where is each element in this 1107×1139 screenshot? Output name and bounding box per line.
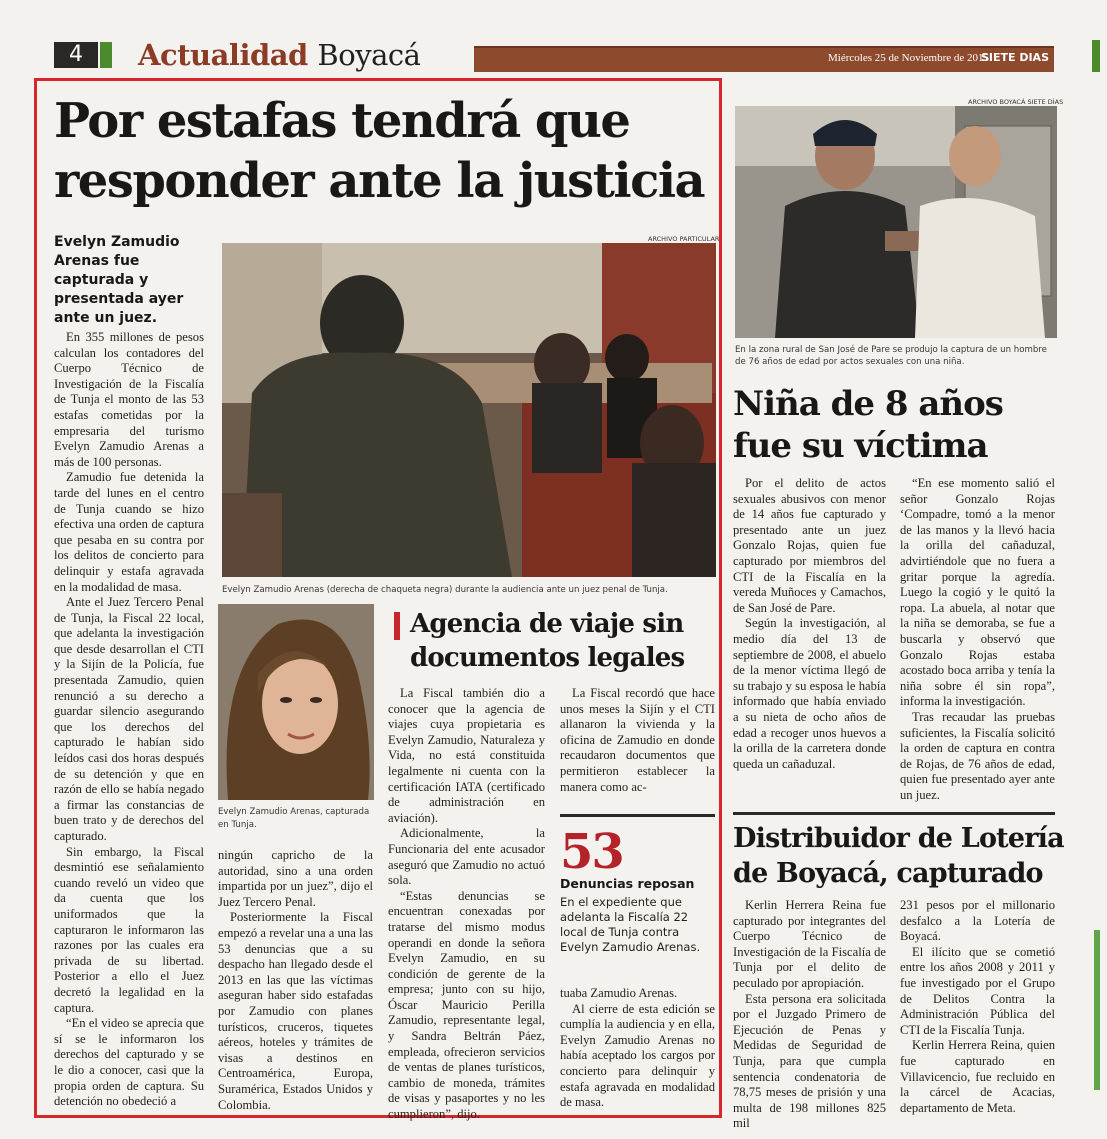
paragraph: La Fiscal también dio a conocer que la agencia de viajes cuya propietaria es Evelyn Zamudio, Naturaleza y Vida, no está constituida legalmente ni cuenta con la certificación IATA (certificado de administración en aviación).	[388, 686, 545, 825]
section-region: Boyacá	[317, 38, 421, 72]
paragraph: Adicionalmente, la Funcionaria del ente acusador aseguró que Zamudio no actuó sola.	[388, 826, 545, 888]
section-name: Actualidad	[138, 38, 308, 72]
paragraph: 231 pesos por el millonario desfalco a la Lotería de Boyacá.	[900, 898, 1055, 944]
paragraph: Kerlin Herrera Reina, quien fue capturado en Villavicencio, fue recluido en la cárcel de Acacias, departamento de Meta.	[900, 1038, 1055, 1115]
paragraph: “En ese momento salió el señor Gonzalo Rojas ‘Compadre, tomó a la menor de las manos y la llevó hacia la orilla del cañaduzal, advirtiéndole que no fuera a gritar porque la agredía. Luego la cogió y le quitó la ropa. La abuela, al notar que la niña se demoraba, se fue a buscarla y observó que Gonzalo Rojas estaba acostado boca arriba y tenía la niña sobre él sin ropa”, informa la investigación.	[900, 476, 1055, 709]
paragraph: Por el delito de actos sexuales abusivos con menor de 14 años fue capturado y presentado ante un juez Gonzalo Rojas, quien fue capturado por miembros del CTI de la Fiscalía en la vereda Muñoces y Camachos, de San José de Pare.	[733, 476, 886, 615]
side1-column-1	[733, 476, 886, 772]
paragraph: tuaba Zamudio Arenas.	[560, 986, 678, 1000]
page-number: 4	[54, 42, 98, 68]
side-photo-credit: ARCHIVO BOYACÁ SIETE DÍAS	[968, 98, 1064, 106]
edition-date: Miércoles 25 de Noviembre de 2015	[828, 52, 989, 64]
edge-accent	[1094, 930, 1100, 1090]
side2-column-2	[900, 898, 1055, 1116]
newspaper-brand: SIETE DIAS	[980, 51, 1049, 64]
subhead-marker	[394, 612, 400, 640]
side2-divider	[733, 812, 1055, 815]
side2-headline-line2: de Boyacá, capturado	[733, 858, 1043, 889]
subhead-line1: Agencia de viaje sin	[410, 609, 684, 639]
side1-headline-line2: fue su víctima	[733, 426, 988, 466]
paragraph: Zamudio fue detenida la tarde del lunes en el centro de Tunja cuando se hizo efectiva una orden de captura que pesaba en su contra por los delitos de concierto para delinquir y estafa agravada en la modalidad de masa.	[54, 470, 204, 594]
paragraph: Kerlin Herrera Reina fue capturado por integrantes del Cuerpo Técnico de Investigación de la Fiscalía de Tunja por el delito de peculado por apropiación.	[733, 898, 886, 990]
courtroom-photo	[222, 243, 716, 577]
portrait-photo	[218, 604, 374, 800]
main-column-2	[218, 848, 373, 1113]
side1-headline-line1: Niña de 8 años	[733, 384, 1003, 424]
paragraph: Ante el Juez Tercero Penal de Tunja, la Fiscal 22 local, que adelanta la investigación que desde desarrollan el CTI y la Sijín de la Policía, fue presentada Zamudio, quien renunció a su derecho a guardar silencio asegurando que los derechos del capturado le habían sido leídos casi dos horas después de su detención y que en razón de ello se había negado a firmar las constancias de buen trato y de derechos del capturado.	[54, 595, 204, 843]
main-column-4-bottom	[560, 986, 715, 1111]
page-number-accent	[100, 42, 112, 68]
paragraph: Según la investigación, al medio día del 13 de septiembre de 2008, el abuelo de la menor víctima llegó de su trabajo y su esposa le había informado que había enviado a su nieta de ocho años de edad a recoger unos huevos a la orilla de la carretera donde queda un cañaduzal.	[733, 616, 886, 771]
paragraph: La Fiscal recordó que hace unos meses la Sijín y el CTI allanaron la vivienda y la oficina de Zamudio en donde recaudaron documentos que permitieron establecer la manera como ac-	[560, 686, 715, 794]
paragraph: El ilícito que se cometió entre los años 2008 y 2011 y fue investigado por el Grupo de Delitos Contra la Administración Pública del CTI de la Fiscalía Tunja.	[900, 944, 1055, 1037]
paragraph: Tras recaudar las pruebas suficientes, la Fiscalía solicitó la orden de captura en contra de Rojas, de 76 años de edad, quien fue presentado ayer ante un juez.	[900, 709, 1055, 802]
side1-column-2	[900, 476, 1055, 803]
paragraph: ningún capricho de la autoridad, sino a una orden impartida por un juez”, dijo el Juez Tercero Penal.	[218, 848, 373, 909]
paragraph: Posteriormente la Fiscal empezó a revelar una a una las 53 denuncias que a su despacho han llegado desde el 2013 en las que las víctimas aseguran haber sido estafadas por Zamudio con planes turísticos, cruceros, tiquetes aéreos, hoteles y trámites de visas a destinos en Centroamérica, Europa, Suramérica, Estados Unidos y Colombia.	[218, 910, 373, 1112]
paragraph: Sin embargo, la Fiscal desmintió ese señalamiento cuando reveló un video que da cuenta que los uniformados que la capturaron le informaron las razones por las cuales era privada de su libertad. Posterior a ello el Juez decretó la legalidad en la captura.	[54, 844, 204, 1015]
stat-label: Denuncias reposan	[560, 876, 695, 891]
main-column-4-top	[560, 686, 715, 795]
side2-column-1	[733, 898, 886, 1132]
main-headline-line1: Por estafas tendrá que	[54, 93, 630, 149]
section-title	[138, 38, 420, 72]
paragraph: “En el video se aprecia que sí se le informaron los derechos del capturado y se le dio a conocer, casi que la propia orden de captura. Su detención no obedeció a	[54, 1016, 204, 1109]
paragraph: Esta persona era solicitada por el Juzgado Primero de Ejecución de Penas y Medidas de Seguridad de Tunja, para que cumpla sentencia condenatoria de 78,75 meses de prisión y una multa de 198 millones 825 mil	[733, 991, 886, 1131]
paragraph: En 355 millones de pesos calculan los contadores del Cuerpo Técnico de Investigación de la Fiscalía de Tunja el monto de las 53 estafas cometidas por la empresaria del turismo Evelyn Zamudio Arenas a más de 100 personas.	[54, 330, 204, 469]
paragraph: Al cierre de esta edición se cumplía la audiencia y en ella, Evelyn Zamudio Arenas no había aceptado los cargos por concierto para delinquir y estafa agravada en modalidad de masa.	[560, 1001, 715, 1110]
portrait-caption: Evelyn Zamudio Arenas, capturada en Tunja.	[218, 807, 370, 830]
main-photo-caption: Evelyn Zamudio Arenas (derecha de chaqueta negra) durante la audiencia ante un juez penal de Tunja.	[222, 585, 668, 595]
stat-description: En el expediente que adelanta la Fiscalía 22 local de Tunja contra Evelyn Zamudio Arenas.	[560, 895, 701, 954]
main-column-3	[388, 686, 545, 1123]
arrest-photo-caption: En la zona rural de San José de Pare se produjo la captura de un hombre de 76 años de edad por actos sexuales con una niña.	[735, 345, 1047, 367]
side2-headline-line1: Distribuidor de Lotería	[733, 823, 1064, 854]
stat-divider	[560, 814, 715, 817]
main-photo-credit: ARCHIVO PARTICULAR	[648, 235, 720, 243]
stat-number: 53	[560, 824, 623, 880]
main-headline-line2: responder ante la justicia	[54, 153, 705, 209]
paragraph: “Estas denuncias se encuentran conexadas por tratarse del mismo modus operandi en donde la señora Evelyn Zamudio, en su condición de gerente de la empresa; junto con su hijo, Óscar Mauricio Perilla Zamudio, representante legal, y Sandra Beltrán Páez, empleada, ofrecieron servicios de ventas de planes turísticos, cambio de moneda, trámites de visas y pasaportes y no les cumplieron”, dijo.	[388, 888, 545, 1122]
main-column-1	[54, 330, 204, 1110]
main-lead: Evelyn Zamudio Arenas fue capturada y presentada ayer ante un juez.	[54, 234, 184, 326]
arrest-photo	[735, 106, 1057, 338]
subhead-line2: documentos legales	[410, 643, 685, 673]
header-accent-right	[1092, 40, 1100, 72]
